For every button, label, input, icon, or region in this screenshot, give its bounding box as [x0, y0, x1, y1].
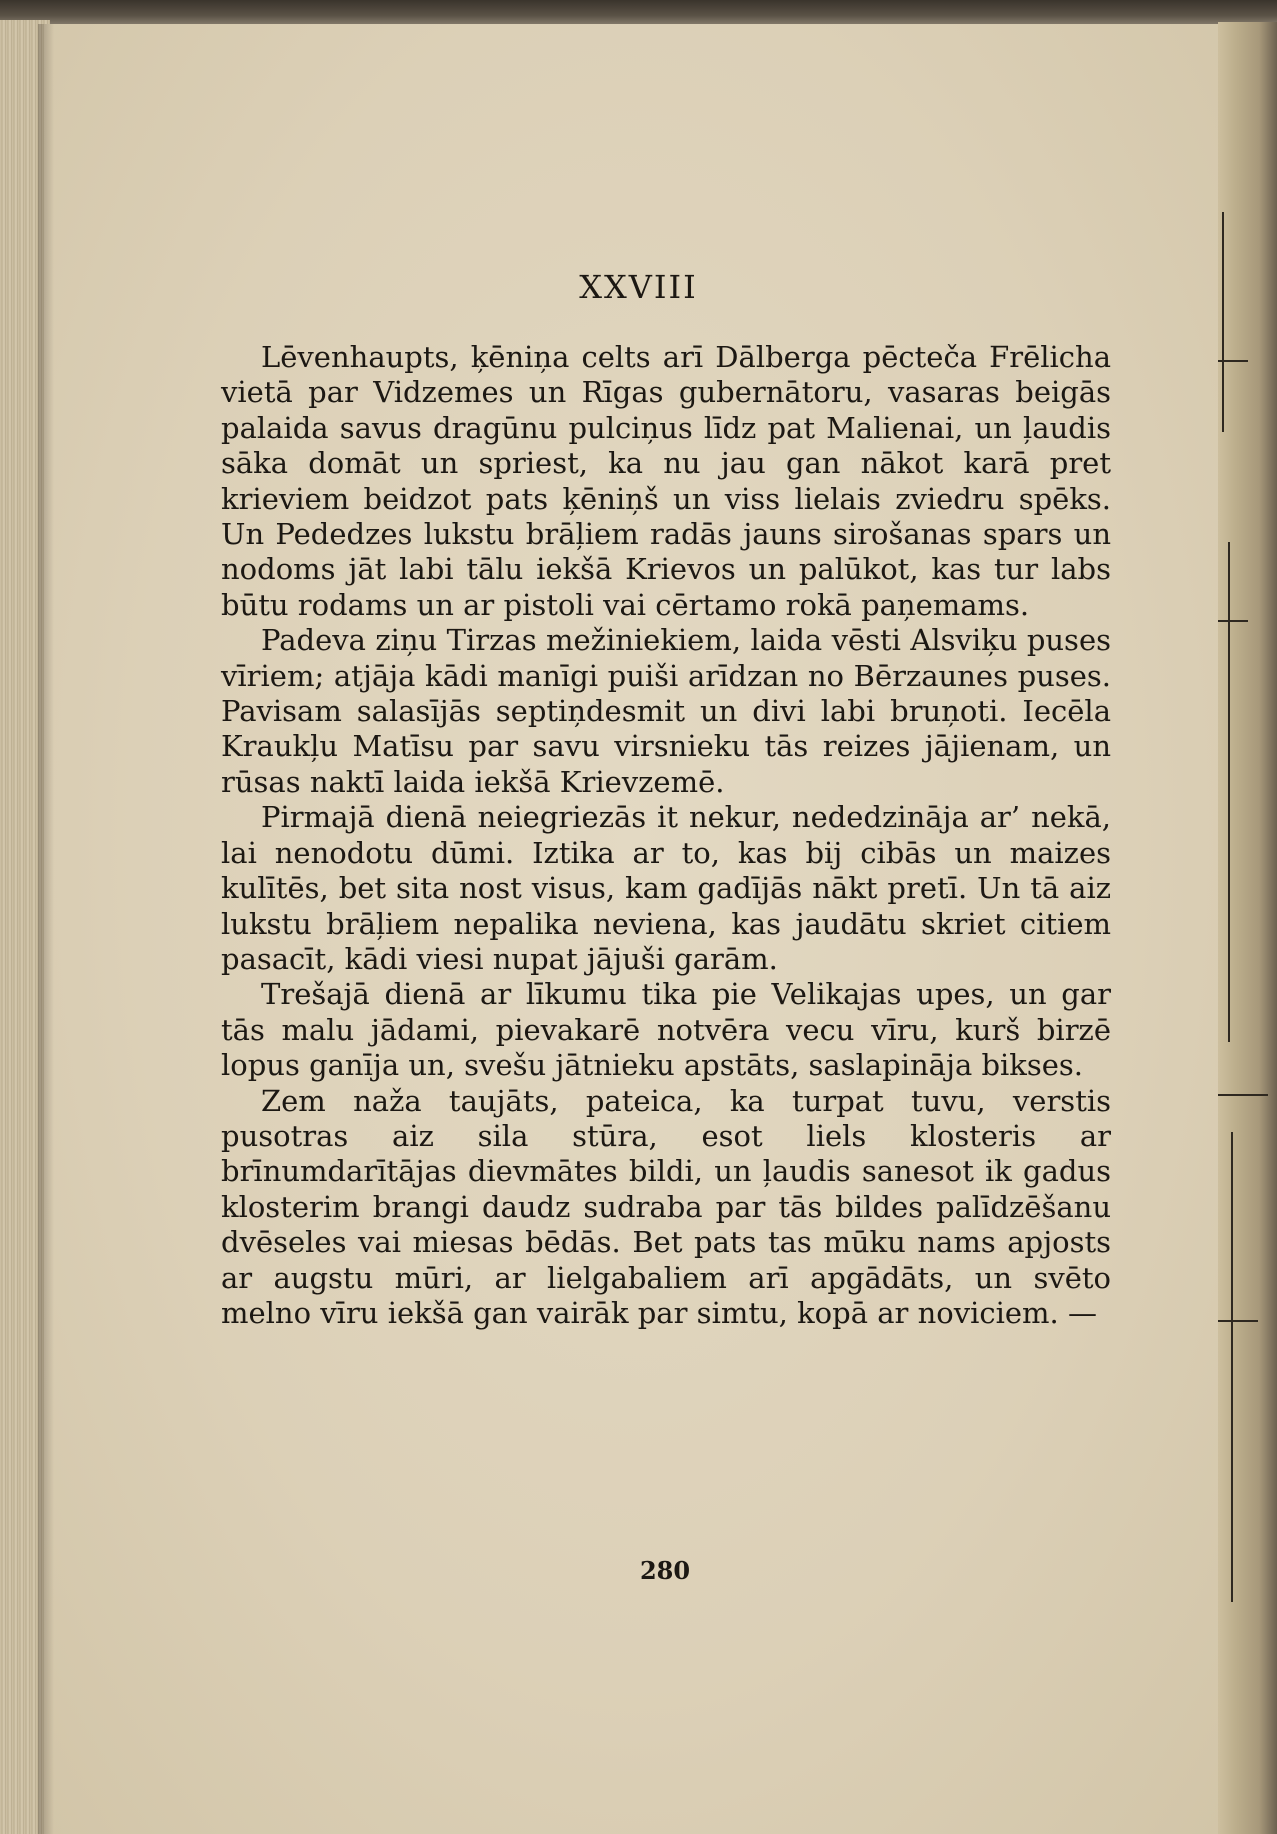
chapter-heading: XXVIII	[579, 268, 698, 306]
page-number: 280	[639, 1556, 691, 1585]
book-top-edge	[0, 0, 1277, 26]
binding-mark	[1228, 542, 1230, 1042]
paragraph: Pirmajā dienā neiegriezās it nekur, nededzināja ar’ nekā, lai nenodotu dūmi. Iztika ar to, kas bij cibās un maizes kulītēs, bet sita nost visus, kam gadījās nākt pretī. Un tā aiz lukstu brāļiem nepalika neviena, kas jaudātu skriet citiem pasacīt, kādi viesi nupat jājuši garām.	[221, 800, 1111, 976]
binding-mark	[1222, 212, 1224, 432]
binding-tick	[1218, 360, 1248, 362]
paragraph: Lēvenhaupts, ķēniņa celts arī Dālberga pēcteča Frēlicha vietā par Vidzemes un Rīgas gubernātoru, vasaras beigās palaida savus dragūnu pulciņus līdz pat Malienai, un ļaudis sāka domāt un spriest, ka nu jau gan nākot karā pret krieviem beidzot pats ķēniņš un viss lielais zviedru spēks. Un Pededzes lukstu brāļiem radās jauns sirošanas spars un nodoms jāt labi tālu iekšā Krievos un palūkot, kas tur labs būtu rodams un ar pistoli vai cērtamo rokā paņemams.	[221, 340, 1111, 622]
binding-mark	[1231, 1132, 1233, 1602]
paragraph: Zem naža taujāts, pateica, ka turpat tuvu, verstis pusotras aiz sila stūra, esot liels klosteris ar brīnumdarītājas dievmātes bildi, un ļaudis sanesot ik gadus klosterim brangi daudz sudraba par tās bildes palīdzēšanu dvēseles vai miesas bēdās. Bet pats tas mūku nams apjosts ar augstu mūri, ar lielgabaliem arī apgādāts, un svēto melno vīru iekšā gan vairāk par simtu, kopā ar noviciem. —	[221, 1083, 1111, 1330]
binding-tick	[1218, 1320, 1258, 1322]
paragraph: Padeva ziņu Tirzas mežiniekiem, laida vēsti Alsviķu puses vīriem; atjāja kādi manīgi puiši arīdzan no Bērzaunes puses. Pavisam salasījās septiņdesmit un divi labi bruņoti. Iecēla Kraukļu Matīsu par savu virsnieku tās reizes jājienam, un rūsas naktī laida iekšā Krievzemē.	[221, 623, 1111, 799]
binding-tick	[1218, 1094, 1268, 1096]
body-text	[221, 340, 1111, 1331]
paragraph: Trešajā dienā ar līkumu tika pie Velikajas upes, un gar tās malu jādami, pievakarē notvēra vecu vīru, kurš birzē lopus ganīja un, svešu jātnieku apstāts, saslapināja bikses.	[221, 977, 1111, 1083]
binding-tick	[1218, 620, 1248, 622]
